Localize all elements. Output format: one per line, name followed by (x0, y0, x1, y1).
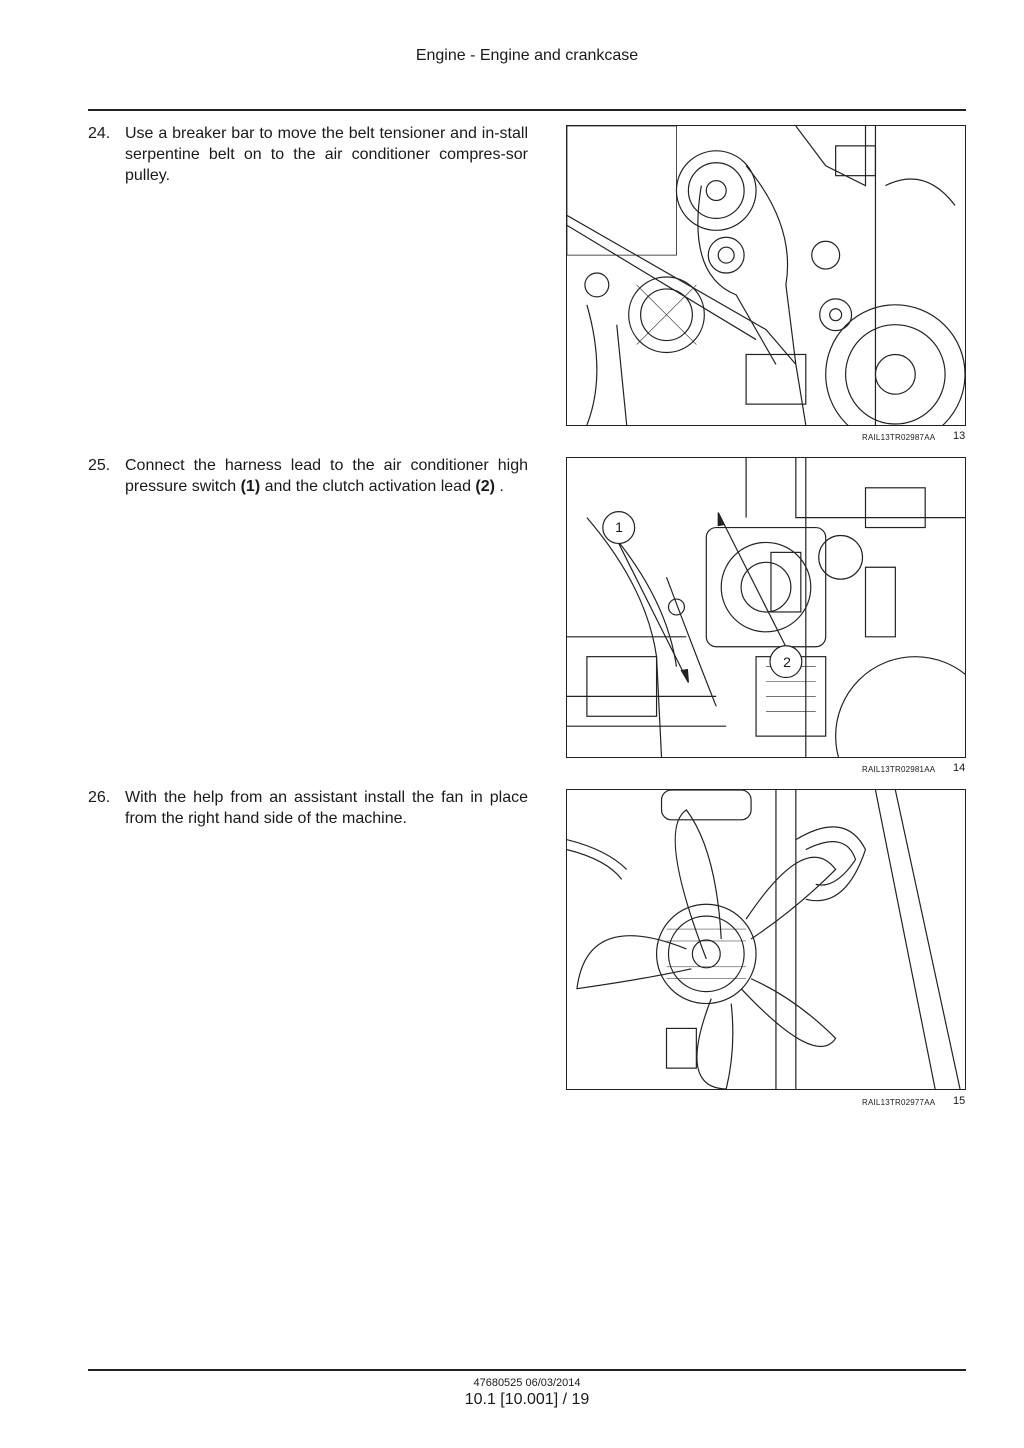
step-text: Use a breaker bar to move the belt tensioner and in-stall serpentine belt on to the air conditioner compres-sor pulley. (125, 125, 528, 184)
step-number: 26. (88, 789, 111, 806)
figure-15-code: RAIL13TR02977AA (862, 1098, 936, 1107)
page-header-title: Engine - Engine and crankcase (415, 47, 639, 64)
step-24 (88, 123, 528, 186)
engine-belt-drawing (567, 126, 965, 425)
step-26 (88, 787, 528, 829)
footer-page-number: 10.1 [10.001] / 19 (464, 1391, 590, 1408)
step-text: With the help from an assistant install the fan in place from the right hand side of the machine. (125, 789, 528, 827)
header-divider (88, 109, 966, 111)
step-25 (88, 455, 528, 497)
harness-drawing (567, 458, 965, 757)
figure-14-number: 14 (953, 762, 966, 774)
footer-doc-code: 47680525 06/03/2014 (473, 1377, 581, 1389)
figure-14-code: RAIL13TR02981AA (862, 765, 936, 774)
footer-divider (88, 1369, 966, 1371)
fan-drawing (567, 790, 965, 1089)
figure-13-code: RAIL13TR02987AA (862, 433, 936, 442)
callout-1: 1 (615, 519, 623, 535)
figure-13-engine-belt-illustration (566, 125, 966, 426)
step-number: 24. (88, 125, 111, 142)
figure-15-number: 15 (953, 1095, 966, 1107)
step-number: 25. (88, 457, 111, 474)
figure-13-number: 13 (953, 430, 966, 442)
figure-15-fan-illustration (566, 789, 966, 1090)
figure-14-harness-illustration (566, 457, 966, 758)
callout-2: 2 (783, 654, 791, 670)
step-text: Connect the harness lead to the air conditioner high pressure switch (1) and the clutch activation lead (2) . (125, 457, 528, 495)
